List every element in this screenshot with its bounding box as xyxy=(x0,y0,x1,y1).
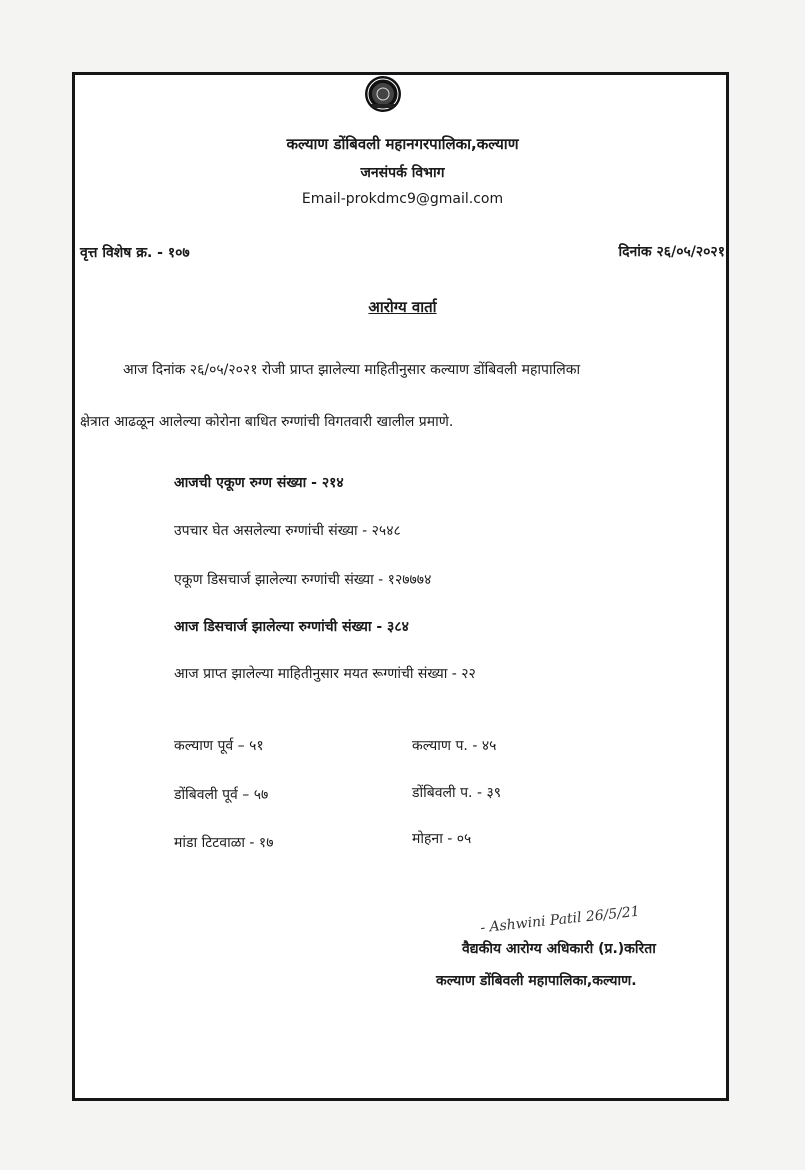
email-address: Email-prokdmc9@gmail.com xyxy=(301,191,504,207)
intro-line-1: आज दिनांक २६/०५/२०२१ रोजी प्राप्त झालेल्या माहितीनुसार कल्याण डोंबिवली महापालिका xyxy=(123,362,581,378)
handwritten-signature: - Ashwini Patil 26/5/21 xyxy=(479,903,641,937)
stat-total-discharged: एकूण डिसचार्ज झालेल्या रुग्णांची संख्या - १२७७७४ xyxy=(174,572,432,588)
signatory-designation: वैद्यकीय आरोग्य अधिकारी (प्र.)करिता xyxy=(462,941,656,957)
municipal-emblem-icon xyxy=(363,74,403,114)
area-dombivli-east: डोंबिवली पूर्व – ५७ xyxy=(174,787,269,803)
page-title: आरोग्य वार्ता xyxy=(368,298,437,316)
stat-today-total: आजची एकूण रुग्ण संख्या - २१४ xyxy=(174,475,344,491)
area-manda-titwala: मांडा टिटवाळा - १७ xyxy=(174,835,274,851)
stat-under-treatment: उपचार घेत असलेल्या रुग्णांची संख्या - २५४८ xyxy=(174,523,401,539)
area-kalyan-east: कल्याण पूर्व – ५१ xyxy=(174,738,264,754)
department-name: जनसंपर्क विभाग xyxy=(360,165,445,181)
issue-date: दिनांक २६/०५/२०२१ xyxy=(618,244,725,260)
stat-deaths: आज प्राप्त झालेल्या माहितीनुसार मयत रूग्णांची संख्या - २२ xyxy=(174,666,476,682)
area-kalyan-west: कल्याण प. - ४५ xyxy=(412,738,497,754)
intro-line-2: क्षेत्रात आढळून आलेल्या कोरोना बाधित रुग्णांची विगतवारी खालील प्रमाणे. xyxy=(80,414,454,430)
area-dombivli-west: डोंबिवली प. - ३९ xyxy=(412,785,502,801)
stat-today-discharged: आज डिसचार्ज झालेल्या रुग्णांची संख्या - ३८४ xyxy=(174,619,409,635)
signatory-office: कल्याण डोंबिवली महापालिका,कल्याण. xyxy=(436,973,637,989)
area-mohana: मोहना - ०५ xyxy=(412,831,472,847)
org-name: कल्याण डोंबिवली महानगरपालिका,कल्याण xyxy=(286,135,519,153)
press-note-number: वृत्त विशेष क्र. - १०७ xyxy=(80,245,190,261)
